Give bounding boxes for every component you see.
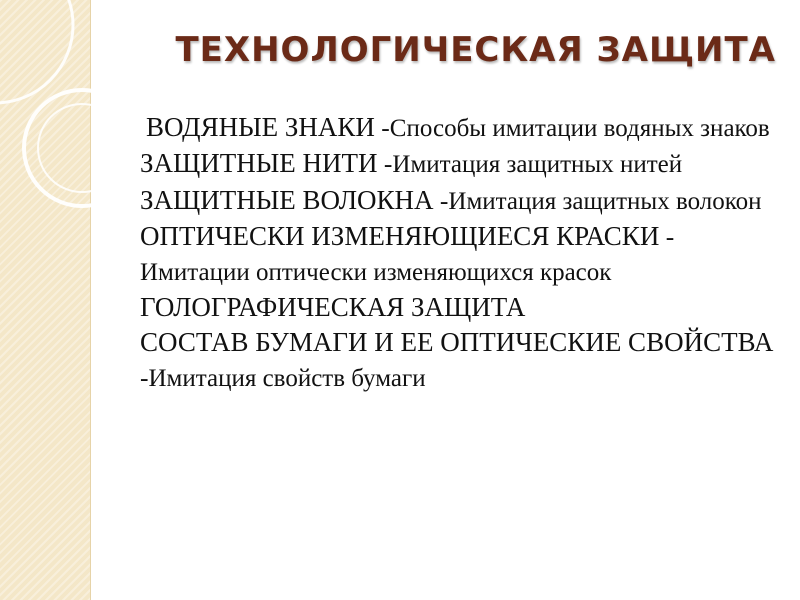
item-separator: -	[659, 222, 675, 252]
item-description: Имитация защитных нитей	[392, 151, 683, 179]
list-item-watermarks	[140, 110, 785, 146]
item-description: Имитации оптически изменяющихся красок	[140, 258, 612, 286]
list-item-security-fibers	[140, 183, 785, 219]
item-label: ВОДЯНЫЕ ЗНАКИ	[146, 112, 375, 142]
item-label: ГОЛОГРАФИЧЕСКАЯ ЗАЩИТА	[140, 292, 526, 323]
list-item-optically-variable-inks	[140, 219, 785, 290]
item-label: ОПТИЧЕСКИ ИЗМЕНЯЮЩИЕСЯ КРАСКИ	[140, 221, 660, 252]
slide-title: ТЕХНОЛОГИЧЕСКАЯ ЗАЩИТА	[175, 30, 776, 70]
item-separator: -	[140, 362, 149, 392]
decorative-side-band	[0, 0, 91, 600]
item-description: Имитация защитных волокон	[448, 187, 762, 215]
list-item-security-threads	[140, 146, 785, 182]
item-label: СОСТАВ БУМАГИ И ЕЕ ОПТИЧЕСКИЕ СВОЙСТВА	[140, 327, 774, 358]
item-label: ЗАЩИТНЫЕ ВОЛОКНА	[140, 184, 434, 215]
item-description: Способы имитации водяных знаков	[389, 115, 770, 142]
item-separator: -	[433, 185, 449, 215]
list-item-paper-properties	[140, 325, 785, 396]
item-separator: -	[377, 149, 393, 179]
item-separator: -	[374, 113, 390, 142]
item-description: Имитация свойств бумаги	[148, 364, 426, 392]
item-label: ЗАЩИТНЫЕ НИТИ	[140, 148, 378, 179]
list-item-holographic-protection	[140, 290, 785, 325]
slide-content	[140, 110, 785, 396]
